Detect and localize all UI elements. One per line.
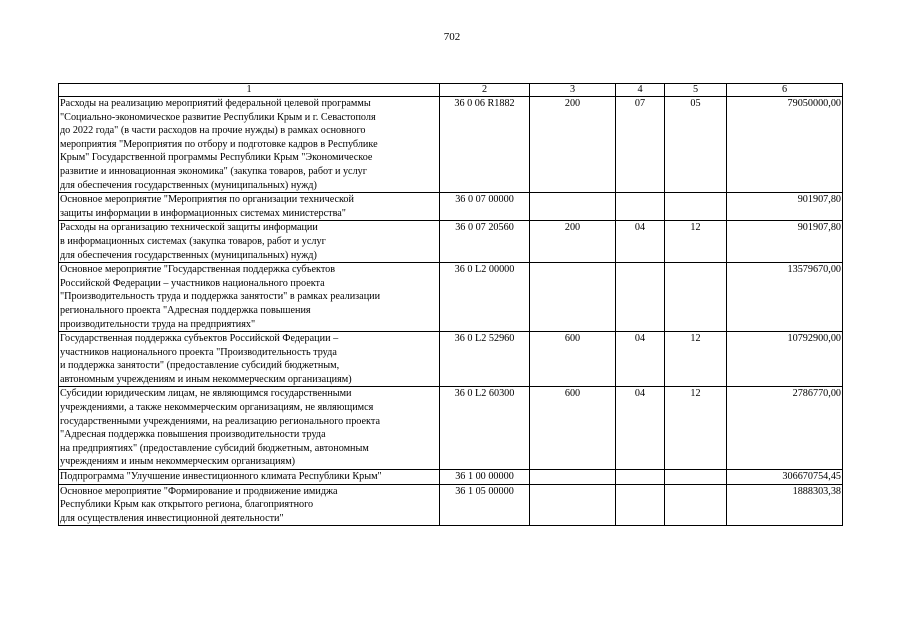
row-type: [530, 263, 616, 332]
row-description: Основное мероприятие "Мероприятия по организации технической защиты информации в информационных системах министерства": [59, 193, 440, 221]
table-row: [59, 470, 843, 485]
table-row: [59, 193, 843, 221]
page-number: 702: [443, 31, 461, 43]
row-subsection: 05: [665, 97, 727, 193]
row-code: 36 0 07 20560: [440, 221, 530, 263]
row-section: [616, 484, 665, 526]
row-description: Расходы на организацию технической защиты информации в информационных системах (закупка товаров, работ и услуг для обеспечения государственных (муниципальных) нужд): [59, 221, 440, 263]
row-type: [530, 484, 616, 526]
row-section: [616, 263, 665, 332]
row-type: [530, 193, 616, 221]
row-amount: 1888303,38: [727, 484, 843, 526]
row-subsection: 12: [665, 387, 727, 470]
row-subsection: [665, 470, 727, 485]
row-amount: 2786770,00: [727, 387, 843, 470]
row-subsection: [665, 263, 727, 332]
row-section: [616, 193, 665, 221]
table-row: [59, 221, 843, 263]
row-code: 36 0 L2 60300: [440, 387, 530, 470]
row-type: 600: [530, 387, 616, 470]
row-description: Государственная поддержка субъектов Российской Федерации – участников национального проекта "Производительность труда и поддержка занятости" (предоставление субсидий бюджетным, автономным учреждениям и иным некоммерческим организациям): [59, 332, 440, 387]
row-amount: 13579670,00: [727, 263, 843, 332]
row-description: Основное мероприятие "Государственная поддержка субъектов Российской Федерации – участников национального проекта "Производительность труда и поддержка занятости" в рамках реализации регионального проекта "Адресная поддержка повышения производительности труда на предприятиях": [59, 263, 440, 332]
row-type: 200: [530, 97, 616, 193]
row-code: 36 1 05 00000: [440, 484, 530, 526]
table-row: [59, 332, 843, 387]
row-description: Расходы на реализацию мероприятий федеральной целевой программы "Социально-экономическое развитие Республики Крым и г. Севастополя до 2022 года" (в части расходов на прочие нужды) в рамках основного мероприятия "Мероприятия по отбору и подготовке кадров в Республике Крым" Государственной программы Республики Крым "Экономическое развитие и инновационная экономика" (закупка товаров, работ и услуг для обеспечения государственных (муниципальных) нужд): [59, 97, 440, 193]
row-description: Подпрограмма "Улучшение инвестиционного климата Республики Крым": [59, 470, 440, 485]
row-section: 04: [616, 332, 665, 387]
header-cell: 4: [616, 84, 665, 97]
row-subsection: 12: [665, 332, 727, 387]
row-section: 07: [616, 97, 665, 193]
row-code: 36 0 06 R1882: [440, 97, 530, 193]
row-subsection: [665, 484, 727, 526]
row-code: 36 0 L2 00000: [440, 263, 530, 332]
table-row: [59, 484, 843, 526]
table-row: [59, 387, 843, 470]
header-cell: 2: [440, 84, 530, 97]
row-amount: 306670754,45: [727, 470, 843, 485]
table-row: [59, 263, 843, 332]
row-section: 04: [616, 221, 665, 263]
row-subsection: 12: [665, 221, 727, 263]
row-amount: 901907,80: [727, 193, 843, 221]
row-type: 200: [530, 221, 616, 263]
row-type: [530, 470, 616, 485]
row-amount: 10792900,00: [727, 332, 843, 387]
header-cell: 3: [530, 84, 616, 97]
header-cell: 1: [59, 84, 440, 97]
budget-table: [58, 83, 843, 526]
header-cell: 6: [727, 84, 843, 97]
row-subsection: [665, 193, 727, 221]
table-row: [59, 97, 843, 193]
row-amount: 901907,80: [727, 221, 843, 263]
row-description: Основное мероприятие "Формирование и продвижение имиджа Республики Крым как открытого региона, благоприятного для осуществления инвестиционной деятельности": [59, 484, 440, 526]
row-code: 36 0 07 00000: [440, 193, 530, 221]
row-amount: 79050000,00: [727, 97, 843, 193]
row-code: 36 1 00 00000: [440, 470, 530, 485]
row-code: 36 0 L2 52960: [440, 332, 530, 387]
row-section: 04: [616, 387, 665, 470]
header-row: [59, 84, 843, 97]
row-description: Субсидии юридическим лицам, не являющимся государственными учреждениями, а также некоммерческим организациям, не являющимся государственными учреждениями, на реализацию регионального проекта "Адресная поддержка повышения производительности труда на предприятиях" (предоставление субсидий бюджетным, автономным учреждениям и иным некоммерческим организациям): [59, 387, 440, 470]
row-type: 600: [530, 332, 616, 387]
row-section: [616, 470, 665, 485]
header-cell: 5: [665, 84, 727, 97]
